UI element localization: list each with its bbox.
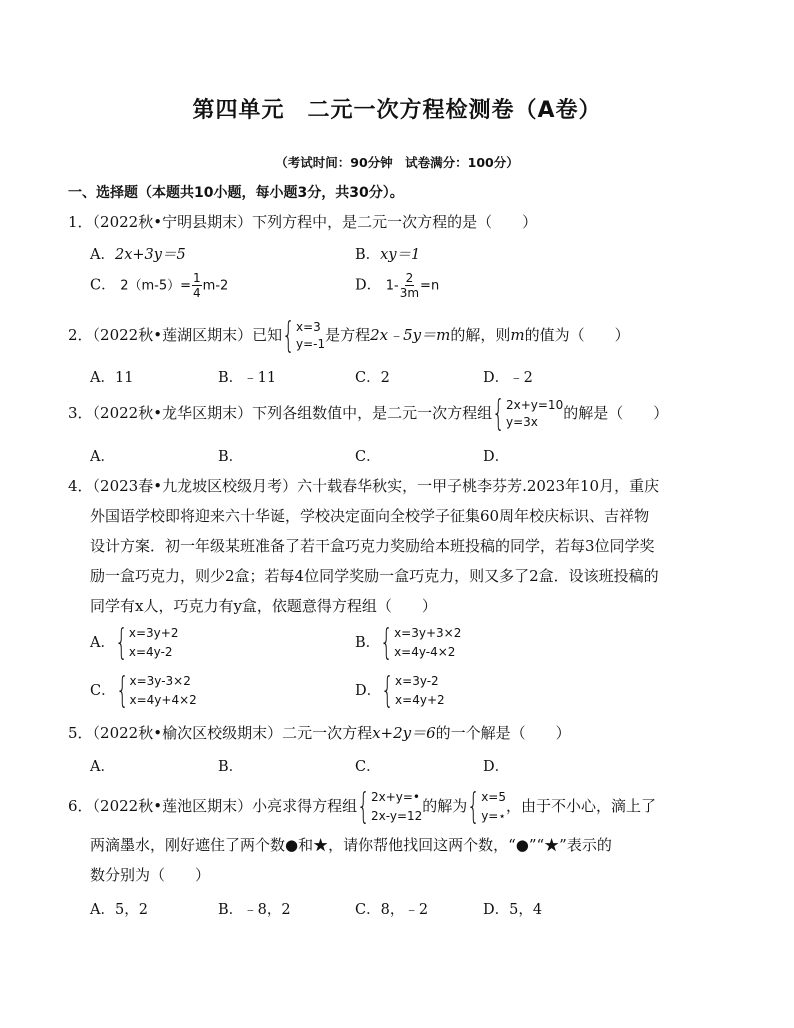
option-b: B． { x=3y+3×2 x=4y-4×2	[355, 622, 462, 663]
question-6: 6．（2022秋•莲池区期末）小亮求得方程组 { 2x+y=• 2x-y=12 的解为 { x=5 y=⋆ ，由于不小心，滴上了	[68, 786, 656, 827]
option-a: A． { x=3y+2 x=4y-2	[90, 622, 179, 663]
equation-system: { x=3y-2 x=4y+2	[381, 670, 445, 711]
option-label: C．	[90, 277, 116, 294]
formula: 1-	[385, 278, 399, 294]
option-label: A．	[90, 247, 115, 263]
option-c: C．	[355, 449, 381, 465]
option-c: C．8，﹣2	[355, 902, 429, 918]
option-a	[90, 243, 186, 264]
option-c: C． { x=3y-3×2 x=4y+4×2	[90, 670, 197, 711]
question-text-line: 设计方案．初一年级某班准备了若干盒巧克力奖励给本班投稿的同学，若每3位同学奖	[90, 537, 655, 555]
equation-system: { 2x+y=10 y=3x	[492, 393, 564, 434]
option-label: B．	[355, 247, 381, 263]
question-text: （2022秋•榆次区校级期末）二元一次方程	[92, 724, 373, 742]
question-number: 1．	[68, 213, 93, 231]
equation: x+2y＝6	[372, 724, 436, 742]
equation-system: { x=3y-3×2 x=4y+4×2	[115, 670, 197, 711]
option-c: C．2	[355, 370, 390, 386]
option-b: B．﹣8，2	[218, 902, 291, 918]
question-number: 2．	[68, 326, 93, 344]
question-number: 5．	[68, 724, 93, 742]
option-a: A．5，2	[90, 902, 148, 918]
option-d: D．5，4	[483, 902, 543, 918]
option-d: D．	[483, 759, 510, 775]
option-b	[355, 243, 420, 264]
option-a: A．	[90, 449, 115, 465]
solution-system: { x=5 y=⋆	[467, 786, 506, 827]
option-d	[355, 271, 439, 300]
option-text: xy＝1	[380, 247, 421, 263]
question-5: 5．（2022秋•榆次区校级期末）二元一次方程x+2y＝6的一个解是（ ）	[68, 724, 571, 742]
equation-system: { 2x+y=• 2x-y=12	[357, 786, 423, 827]
question-text: （2022秋•龙华区期末）下列各组数值中，是二元一次方程组	[92, 404, 493, 422]
option-a: A．11	[90, 370, 134, 386]
question-text-line: 励一盒巧克力，则少2盒；若每4位同学奖励一盒巧克力，则又多了2盒．设该班投稿的	[90, 567, 659, 585]
option-d: D．	[483, 449, 510, 465]
exam-info: （考试时间：90分钟 试卷满分：100分）	[275, 155, 519, 170]
section-heading: 一、选择题（本题共10小题，每小题3分，共30分）。	[68, 185, 404, 201]
formula-tail: =n	[420, 278, 440, 294]
fraction: $\frac{1}{4}$	[193, 271, 201, 300]
question-3: 3．（2022秋•龙华区期末）下列各组数值中，是二元一次方程组 { 2x+y=10 y=3x 的解是（ ）	[68, 393, 669, 434]
question-text: （2022秋•莲池区期末）小亮求得方程组	[92, 797, 358, 815]
equation-system: { x=3 y=-1	[282, 315, 326, 356]
question-4	[68, 476, 659, 496]
page-title: 第四单元 二元一次方程检测卷（A卷）	[192, 98, 602, 123]
option-d: D．﹣2	[483, 370, 533, 386]
formula: 2（m-5）=	[120, 278, 192, 294]
equation-system: { x=3y+2 x=4y-2	[115, 622, 179, 663]
question-number: 3．	[68, 404, 93, 422]
option-d: D． { x=3y-2 x=4y+2	[355, 670, 445, 711]
question-1	[68, 212, 537, 232]
question-text-line: （2023春•九龙坡区校级月考）六十载春华秋实，一甲子桃李芬芳.2023年10月，重庆	[92, 477, 660, 495]
option-b: B．	[218, 759, 244, 775]
option-text: 2x+3y＝5	[114, 247, 186, 263]
question-text-line: 同学有x人，巧克力有y盒，依题意得方程组（ ）	[90, 597, 437, 615]
question-text-line: 两滴墨水，刚好遮住了两个数●和★，请你帮他找回这两个数，“●”“★”表示的	[90, 836, 612, 854]
option-label: D．	[355, 277, 382, 294]
equation-system: { x=3y+3×2 x=4y-4×2	[380, 622, 462, 663]
option-b: B．﹣11	[218, 370, 277, 386]
question-text-line: 数分别为（ ）	[90, 866, 211, 884]
question-2: 2．（2022秋•莲湖区期末）已知 { x=3 y=-1 是方程2x﹣5y＝m的解，则m的值为（ ）	[68, 315, 630, 356]
question-number: 6．	[68, 797, 93, 815]
question-text: （2022秋•莲湖区期末）已知	[92, 326, 283, 344]
option-b: B．	[218, 449, 244, 465]
question-text-line: 外国语学校即将迎来六十华诞，学校决定面向全校学子征集60周年校庆标识、吉祥物	[90, 507, 650, 525]
option-c	[90, 271, 228, 300]
formula-tail: m-2	[202, 278, 229, 294]
question-text: （2022秋•宁明县期末）下列方程中，是二元一次方程的是（ ）	[92, 213, 538, 231]
option-c: C．	[355, 759, 381, 775]
fraction: $\frac{2}{3m}$	[399, 271, 420, 300]
equation: 2x﹣5y＝m	[370, 326, 451, 344]
option-a: A．	[90, 759, 115, 775]
question-number: 4．	[68, 477, 93, 495]
